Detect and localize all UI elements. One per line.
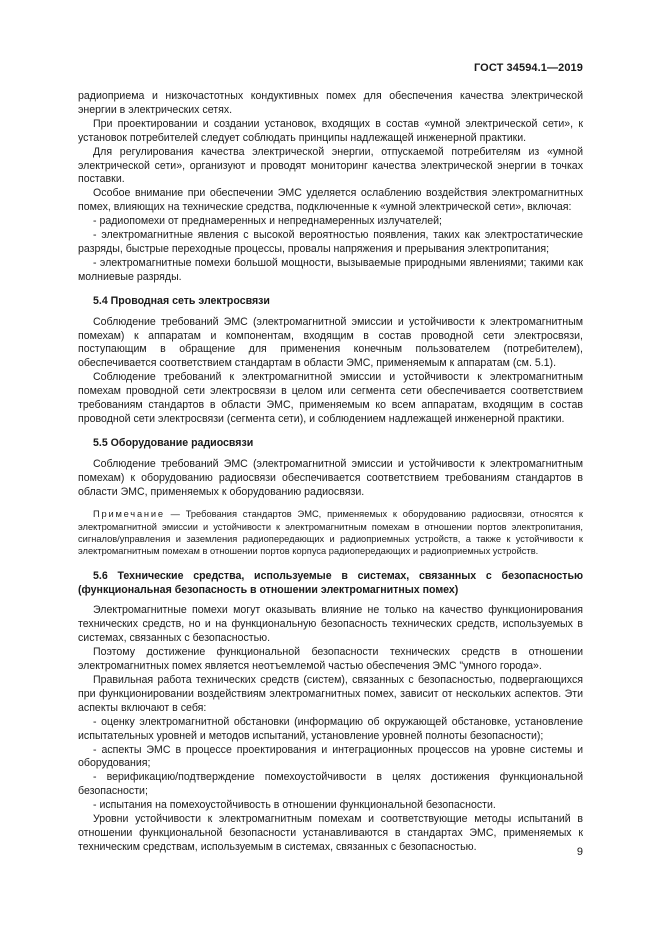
list-item: - аспекты ЭМС в процессе проектирования и интеграционных процессов на уровне системы и оборудования; [78, 743, 583, 770]
paragraph: Соблюдение требований ЭМС (электромагнитной эмиссии и устойчивости к электромагнитным помехам) к оборудованию радиосвязи обеспечивается соответствием требованиям стандартов в области ЭМС, применяемых к оборудованию радиосвязи. [78, 457, 583, 498]
section-heading-5-6: 5.6 Технические средства, используемые в системах, связанных с безопасностью (функциональная безопасность в отношении электромагнитных помех) [78, 569, 583, 596]
paragraph: Электромагнитные помехи могут оказывать влияние не только на качество функционирования технических средств, но и на функциональную безопасность технических средств, используемых в системах, связанных с безопасностью. [78, 604, 583, 645]
note-label: Примечание [93, 509, 165, 520]
section-heading-5-5: 5.5 Оборудование радиосвязи [93, 436, 254, 449]
paragraph: Правильная работа технических средств (систем), связанных с безопасностью, подвергающихся при функционировании воздействиям электромагнитных помех, зависит от нескольких аспектов. Эти аспекты включают в себя: [78, 674, 583, 714]
paragraph: Уровни устойчивости к электромагнитным помехам и соответствующие методы испытаний в отношении функциональной безопасности устанавливаются в стандартах ЭМС, применяемых к техническим средствам, используемым в системах, связанных с безопасностью. [78, 813, 583, 853]
list-item: - оценку электромагнитной обстановки (информацию об окружающей обстановке, установление испытательных уровней и методов испытаний, установление уровней полноты безопасности); [78, 715, 583, 742]
list-item: - электромагнитные явления с высокой вероятностью появления, таких как электростатические разряды, быстрые переходные процессы, провалы напряжения и прерывания электропитания; [78, 229, 583, 255]
note [78, 508, 583, 557]
paragraph: Особое внимание при обеспечении ЭМС уделяется ослаблению воздействия электромагнитных помех, влияющих на технические средства, подключенные к «умной электрической сети», включая: [78, 187, 583, 214]
paragraph: радиоприема и низкочастотных кондуктивных помех для обеспечения качества электрической энергии в электрических сетях. [78, 90, 583, 116]
list-item: - верификацию/подтверждение помехоустойчивости в целях достижения функциональной безопасности; [78, 771, 583, 798]
list-item: - радиопомехи от преднамеренных и непреднамеренных излучателей; [93, 215, 442, 228]
note-text: — Требования стандартов ЭМС, применяемых к оборудованию радиосвязи, относятся к электромагнитной эмиссии и устойчивости к электромагнитным помехам в отношении портов электропитания, сигналов/управления и заземления радиопередающих и радиоприемных устройств, а также к устойчивости к электромагнитным помехам в отношении портов корпуса радиопередающих и радиоприемных устройств. [78, 509, 583, 557]
paragraph: При проектировании и создании установок, входящих в состав «умной электрической сети», к установок потребителей следует соблюдать принципы надлежащей инженерной практики. [78, 117, 583, 144]
list-item: - электромагнитные помехи большой мощности, вызываемые природными явлениями; такими как молниевые разряды. [78, 256, 583, 283]
section-heading-5-4: 5.4 Проводная сеть электросвязи [93, 294, 270, 307]
list-item: - испытания на помехоустойчивость в отношении функциональной безопасности. [93, 799, 496, 812]
document-code-header: ГОСТ 34594.1—2019 [473, 62, 583, 74]
page-number: 9 [576, 846, 583, 858]
paragraph: Для регулирования качества электрической энергии, отпускаемой потребителям из «умной электрической сети», организуют и проводят мониторинг качества электрической энергии в точках поставки. [78, 145, 583, 186]
paragraph: Поэтому достижение функциональной безопасности технических средств в отношении электромагнитных помех является неотъемлемой частью обеспечения ЭМС "умного города». [78, 646, 583, 673]
paragraph: Соблюдение требований ЭМС (электромагнитной эмиссии и устойчивости к электромагнитным помехам) к аппаратам и компонентам, входящим в состав проводной сети электросвязи, поступающим в обращение для применения конечным пользователем (потребителем), обеспечивается соответствием стандартам в области ЭМС, применяемым к аппаратам (см. 5.1). [78, 315, 583, 370]
page-body [78, 90, 583, 855]
paragraph: Соблюдение требований к электромагнитной эмиссии и устойчивости к электромагнитным помехам проводной сети электросвязи в целом или сегмента сети обеспечивается соответствием требованиям стандартов в области ЭМС, применяемым ко всем аппаратам, входящим в состав проводной сети электросвязи (сегмента сети), и соблюдением надлежащей инженерной практики. [78, 371, 583, 425]
